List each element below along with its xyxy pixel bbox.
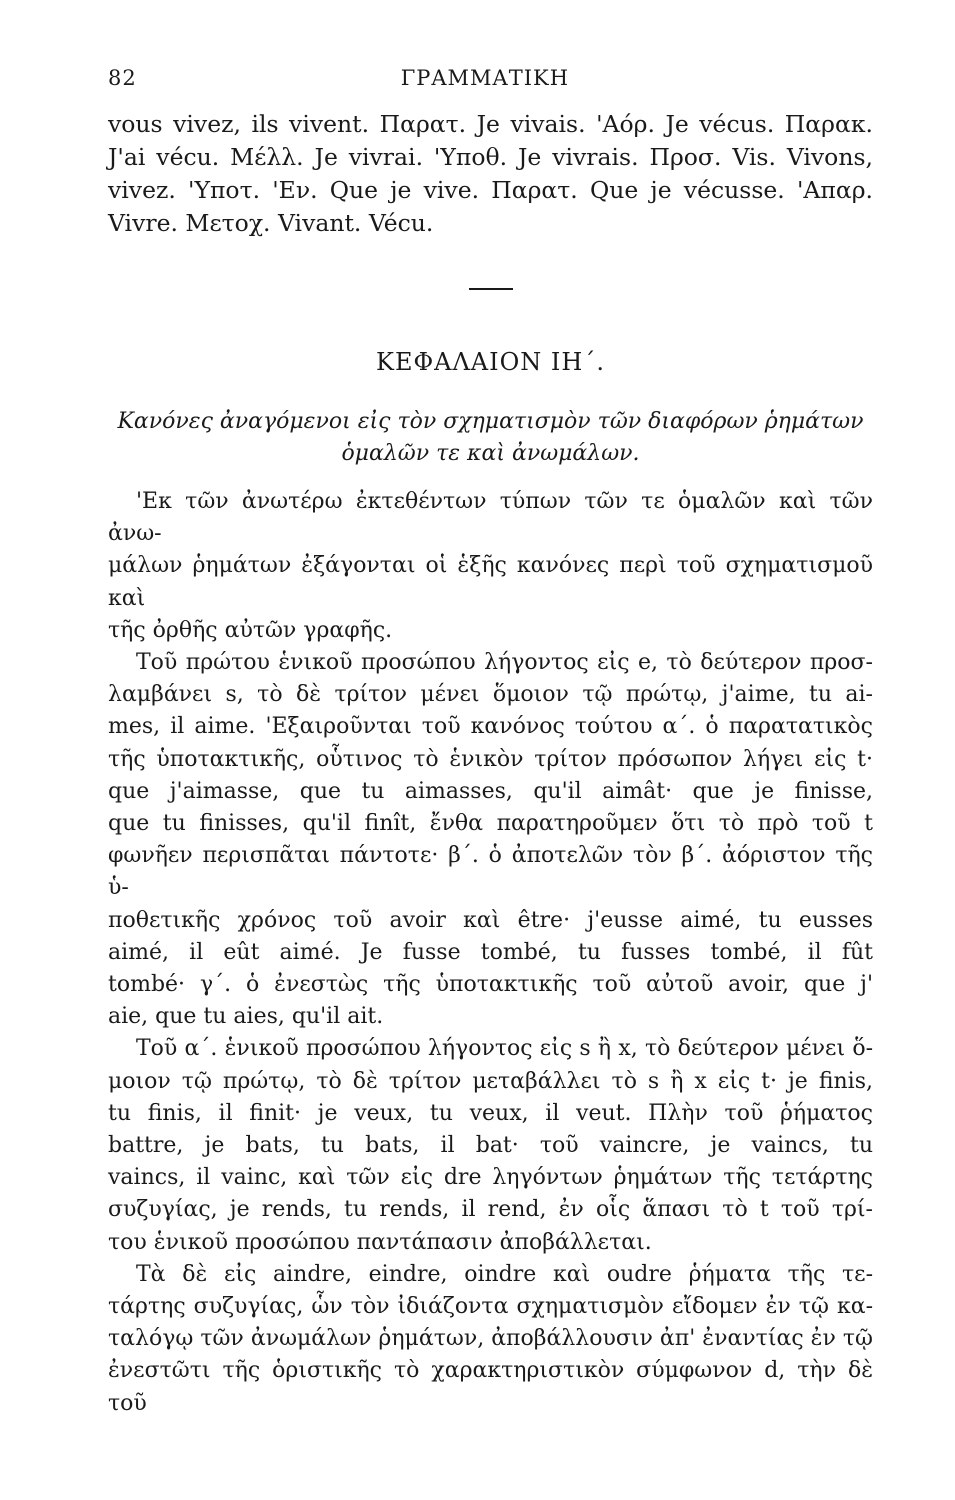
text-line: 'Εκ τῶν ἀνωτέρω ἐκτεθέντων τύπων τῶν τε ὁμαλῶν καὶ τῶν ἀνω- [108,489,873,547]
text-line: vous vivez, ils vivent. Παρατ. Je vivais. 'Αόρ. Je vécus. Παρακ. [108,110,873,138]
text-line: J'ai vécu. Μέλλ. Je vivrai. 'Υποθ. Je vivrais. Προσ. Vis. Vivons, [108,143,873,171]
subtitle-line: Κανόνες ἀναγόμενοι εἰς τὸν σχηματισμὸν τῶν διαφόρων ῥημάτων [117,409,864,434]
chapter-heading: ΚΕΦΑΛΑΙΟΝ ΙΗ΄. [376,348,605,376]
text-line: aimé, il eût aimé. Je fusse tombé, tu fusses tombé, il fût [108,939,873,965]
text-line: tombé· γ΄. ὁ ἐνεστὼς τῆς ὑποτακτικῆς τοῦ αὐτοῦ avoir, que j' [108,972,873,998]
text-line: συζυγίας, je rends, tu rends, il rend, ἐν οἷς ἅπασι τὸ t τοῦ τρί- [108,1197,873,1223]
text-line: battre, je bats, tu bats, il bat· τοῦ vaincre, je vaincs, tu [108,1133,873,1159]
text-line: Τοῦ α΄. ἑνικοῦ προσώπου λήγοντος εἰς s ἢ x, τὸ δεύτερον μένει ὅ- [136,1036,873,1062]
text-line: του ἑνικοῦ προσώπου παντάπασιν ἀποβάλλεται. [108,1229,652,1255]
text-line: τῆς ὑποτακτικῆς, οὗτινος τὸ ἑνικὸν τρίτον πρόσωπον λήγει εἰς t· [108,746,873,772]
text-line: μάλων ῥημάτων ἐξάγονται οἱ ἑξῆς κανόνες περὶ τοῦ σχηματισμοῦ καὶ [108,553,873,611]
text-line: ποθετικῆς χρόνος τοῦ avoir καὶ être· j'eusse aimé, tu eusses [108,907,873,933]
page-number: 82 [108,66,137,90]
text-line: tu finis, il finit· je veux, tu veux, il veut. Πλὴν τοῦ ῥήματος [108,1100,873,1126]
text-line: Τοῦ πρώτου ἑνικοῦ προσώπου λήγοντος εἰς e, τὸ δεύτερον προσ- [136,650,873,676]
text-line: mes, il aime. 'Εξαιροῦνται τοῦ κανόνος τούτου α΄. ὁ παρατατικὸς [108,714,873,740]
intro-text [108,108,873,240]
text-line: aie, que tu aies, qu'il ait. [108,1004,384,1030]
text-line: ἐνεστῶτι τῆς ὁριστικῆς τὸ χαρακτηριστικὸν σύμφωνον d, τὴν δὲ τοῦ [108,1358,873,1416]
page-header [108,66,873,90]
section-divider [469,288,513,290]
text-line: τάρτης συζυγίας, ὧν τὸν ἰδιάζοντα σχηματισμὸν εἴδομεν ἐν τῷ κα- [108,1294,873,1320]
text-line: Τὰ δὲ εἰς aindre, eindre, oindre καὶ oudre ῥήματα τῆς τε- [136,1261,873,1287]
running-title: ΓΡΑΜΜΑΤΙΚΗ [400,66,570,90]
text-line: μοιον τῷ πρώτῳ, τὸ δὲ τρίτον μεταβάλλει τὸ s ἢ x εἰς t· je finis, [108,1068,873,1094]
text-line: Vivre. Μετοχ. Vivant. Vécu. [108,209,434,237]
text-line: que tu finisses, qu'il finît, ἔνθα παρατηροῦμεν ὅτι τὸ πρὸ τοῦ t [108,811,873,837]
text-line: vaincs, il vainc, καὶ τῶν εἰς dre ληγόντων ῥημάτων τῆς τετάρτης [108,1165,873,1191]
text-line: vivez. 'Υποτ. 'Εν. Que je vive. Παρατ. Que je vécusse. 'Απαρ. [108,176,873,204]
chapter-subtitle [108,406,873,470]
text-line: ταλόγῳ τῶν ἀνωμάλων ῥημάτων, ἀποβάλλουσιν ἀπ' ἐναντίας ἐν τῷ [108,1326,873,1352]
subtitle-line: ὁμαλῶν τε καὶ ἀνωμάλων. [341,441,640,466]
text-line: τῆς ὀρθῆς αὐτῶν γραφῆς. [108,617,393,643]
body-text [108,486,873,1420]
text-line: λαμβάνει s, τὸ δὲ τρίτον μένει ὅμοιον τῷ πρώτῳ, j'aime, tu ai- [108,682,873,708]
text-line: φωνῆεν περισπᾶται πάντοτε· β΄. ὁ ἀποτελῶν τὸν β΄. ἀόριστον τῆς ὑ- [108,843,873,901]
text-line: que j'aimasse, que tu aimasses, qu'il aimât· que je finisse, [108,778,873,804]
